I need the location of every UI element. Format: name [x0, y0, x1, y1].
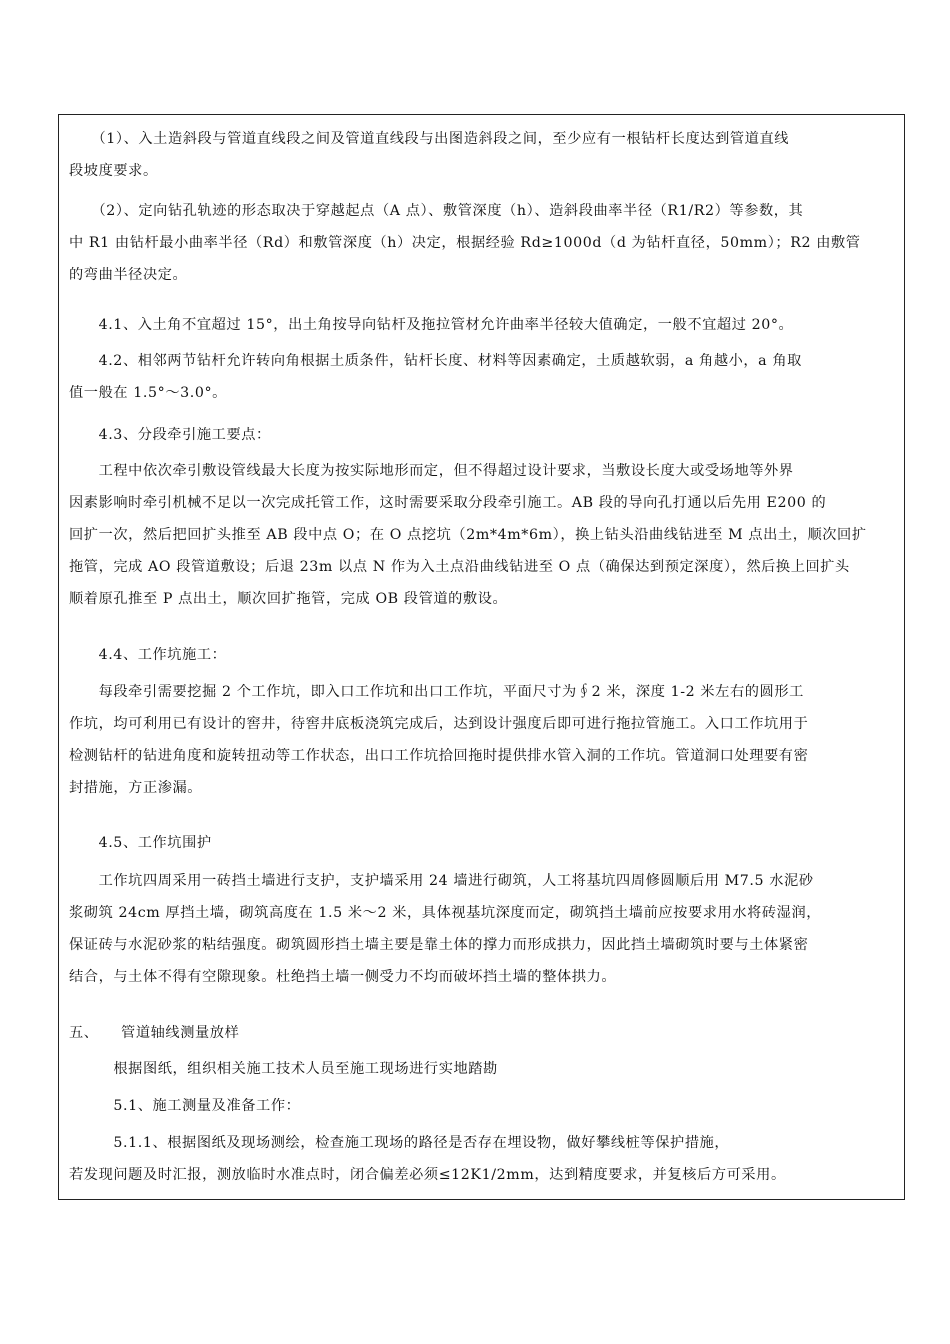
paragraph-2: [69, 195, 894, 291]
text-line: 检测钻杆的钻进角度和旋转扭动等工作状态，出口工作坑拾回拖时提供排水管入洞的工作坑。管道洞口处理要有密: [69, 748, 809, 764]
heading-4-5: [69, 827, 894, 859]
text-line: 工程中依次牵引敷设管线最大长度为按实际地形而定，但不得超过设计要求，当敷设长度大或受场地等外界: [69, 463, 794, 479]
paragraph-4-5-body: [69, 865, 894, 993]
text-line: 4.4、工作坑施工：: [69, 647, 227, 663]
paragraph-4-1: [69, 309, 894, 341]
text-line: 4.5、工作坑围护: [69, 835, 212, 851]
section-5-heading: [69, 1017, 894, 1049]
text-line: 中 R1 由钻杆最小曲率半径（Rd）和敷管深度（h）决定，根据经验 Rd≥1000d（d 为钻杆直径，50mm）；R2 由敷管: [69, 235, 861, 251]
paragraph-4-3-body: [69, 455, 894, 615]
heading-5-1: [69, 1090, 894, 1122]
text-line: 保证砖与水泥砂浆的粘结强度。砌筑圆形挡土墙主要是靠土体的撑力而形成拱力，因此挡土墙砌筑时要与土体紧密: [69, 937, 809, 953]
text-line: （2）、定向钻孔轨迹的形态取决于穿越起点（A 点）、敷管深度（h）、造斜段曲率半径（R1/R2）等参数，其: [69, 203, 804, 219]
paragraph-4-2: [69, 345, 894, 409]
text-line: 若发现问题及时汇报，测放临时水准点时，闭合偏差必须≤12K1/2mm，达到精度要求，并复核后方可采用。: [69, 1167, 786, 1183]
text-line: 4.1、入土角不宜超过 15°，出土角按导向钻杆及拖拉管材允许曲率半径较大值确定，一般不宜超过 20°。: [69, 317, 794, 333]
text-line: 工作坑四周采用一砖挡土墙进行支护，支护墙采用 24 墙进行砌筑，人工将基坑四周修圆顺后用 M7.5 水泥砂: [69, 873, 814, 889]
text-line: 结合，与土体不得有空隙现象。杜绝挡土墙一侧受力不均而破坏挡土墙的整体拱力。: [69, 969, 617, 985]
text-line: 因素影响时牵引机械不足以一次完成托管工作，这时需要采取分段牵引施工。AB 段的导向孔打通以后先用 E200 的: [69, 495, 827, 511]
text-line: （1）、入土造斜段与管道直线段之间及管道直线段与出图造斜段之间，至少应有一根钻杆长度达到管道直线: [69, 131, 790, 147]
paragraph-4-4-body: [69, 676, 894, 804]
text-line: 5.1.1、根据图纸及现场测绘，检查施工现场的路径是否存在埋设物，做好攀线桩等保护措施，: [69, 1135, 730, 1151]
text-line: 五、 管道轴线测量放样: [69, 1025, 240, 1041]
paragraph-5-intro: [69, 1053, 894, 1085]
text-line: 4.3、分段牵引施工要点：: [69, 427, 271, 443]
text-line: 段坡度要求。: [69, 163, 158, 179]
paragraph-1: [69, 123, 894, 187]
text-line: 回扩一次，然后把回扩头推至 AB 段中点 O；在 O 点挖坑（2m*4m*6m），换上钻头沿曲线钻进至 M 点出土，顺次回扩: [69, 527, 867, 543]
text-line: 4.2、相邻两节钻杆允许转向角根据土质条件，钻杆长度、材料等因素确定，土质越软弱，a 角越小，a 角取: [69, 353, 802, 369]
text-line: 值一般在 1.5°～3.0°。: [69, 385, 227, 401]
text-line: 作坑，均可利用已有设计的窖井，待窖井底板浇筑完成后，达到设计强度后即可进行拖拉管施工。入口工作坑用于: [69, 716, 809, 732]
text-line: 封措施，方正渗漏。: [69, 780, 203, 796]
text-line: 每段牵引需要挖掘 2 个工作坑，即入口工作坑和出口工作坑，平面尺寸为∮2 米，深度 1-2 米左右的圆形工: [69, 684, 804, 700]
heading-4-3: [69, 419, 894, 451]
text-line: 顺着原孔推至 P 点出土，顺次回扩拖管，完成 OB 段管道的敷设。: [69, 591, 508, 607]
paragraph-5-1-1: [69, 1127, 894, 1191]
document-frame: [58, 114, 905, 1200]
text-line: 拖管，完成 AO 段管道敷设；后退 23m 以点 N 作为入土点沿曲线钻进至 O 点（确保达到预定深度），然后换上回扩头: [69, 559, 850, 575]
text-line: 根据图纸，组织相关施工技术人员至施工现场进行实地踏勘: [69, 1061, 498, 1077]
text-line: 浆砌筑 24cm 厚挡土墙，砌筑高度在 1.5 米～2 米，具体视基坑深度而定，砌筑挡土墙前应按要求用水将砖湿润，: [69, 905, 822, 921]
text-line: 的弯曲半径决定。: [69, 267, 188, 283]
text-line: 5.1、施工测量及准备工作：: [69, 1098, 301, 1114]
heading-4-4: [69, 639, 894, 671]
